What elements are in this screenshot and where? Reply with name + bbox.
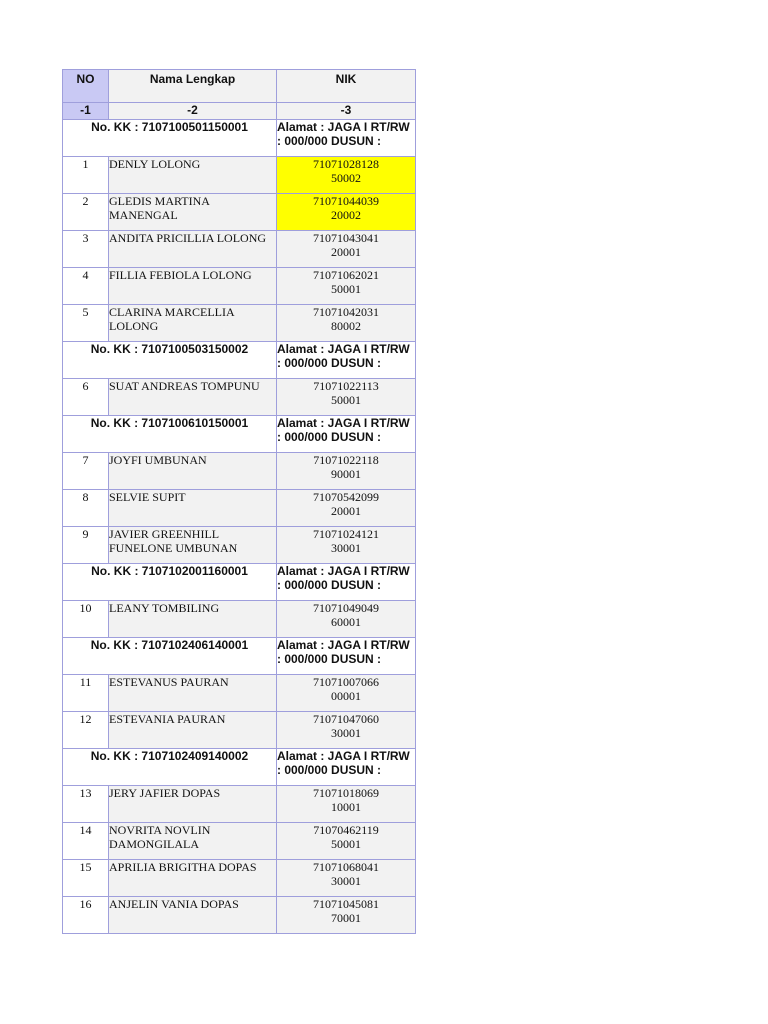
row-name: NOVRITA NOVLIN DAMONGILALA — [109, 823, 277, 860]
row-name: ESTEVANUS PAURAN — [109, 675, 277, 712]
nik-line-2: 30001 — [331, 541, 361, 555]
column-number-row — [63, 103, 416, 120]
kk-group-row — [63, 564, 416, 601]
row-nik — [277, 786, 416, 823]
nik-line-1: 71071049049 — [313, 601, 379, 615]
kk-number-text: No. KK : 7107102001160001 — [91, 564, 248, 578]
kk-address-text: Alamat : JAGA I RT/RW : 000/000 DUSUN : — [277, 638, 410, 666]
table-row — [63, 379, 416, 416]
nik-line-2: 50001 — [331, 393, 361, 407]
row-nik — [277, 675, 416, 712]
kk-address-text: Alamat : JAGA I RT/RW : 000/000 DUSUN : — [277, 120, 410, 148]
row-name: SELVIE SUPIT — [109, 490, 277, 527]
table-row — [63, 601, 416, 638]
nik-line-2: 20001 — [331, 504, 361, 518]
nik-line-1: 71071028128 — [313, 157, 379, 171]
kk-address — [277, 749, 416, 786]
nik-line-2: 00001 — [331, 689, 361, 703]
nik-line-1: 71071047060 — [313, 712, 379, 726]
kk-number — [63, 749, 277, 786]
row-number: 1 — [63, 157, 109, 194]
row-number: 2 — [63, 194, 109, 231]
row-nik — [277, 231, 416, 268]
table-row — [63, 453, 416, 490]
table-row — [63, 231, 416, 268]
kk-number-text: No. KK : 7107100503150002 — [90, 342, 249, 356]
row-name: CLARINA MARCELLIA LOLONG — [109, 305, 277, 342]
row-nik — [277, 601, 416, 638]
table-row — [63, 712, 416, 749]
nik-line-2: 50001 — [331, 837, 361, 851]
kk-number — [63, 564, 277, 601]
row-nik — [277, 712, 416, 749]
header-row — [63, 70, 416, 103]
row-number: 15 — [63, 860, 109, 897]
nik-line-2: 30001 — [331, 874, 361, 888]
nik-line-1: 71071024121 — [313, 527, 379, 541]
nik-line-2: 70001 — [331, 911, 361, 925]
kk-number — [63, 638, 277, 675]
row-nik — [277, 305, 416, 342]
nik-line-1: 71070462119 — [313, 823, 379, 837]
nik-line-2: 10001 — [331, 800, 361, 814]
row-nik — [277, 268, 416, 305]
nik-line-1: 71071042031 — [313, 305, 379, 319]
nik-line-2: 80002 — [331, 319, 361, 333]
kk-group-row — [63, 120, 416, 157]
row-nik — [277, 379, 416, 416]
resident-table-body — [63, 70, 416, 934]
nik-line-1: 71071045081 — [313, 897, 379, 911]
nik-line-2: 20001 — [331, 245, 361, 259]
kk-number — [63, 120, 277, 157]
column-number-nama: -2 — [109, 103, 277, 120]
kk-group-row — [63, 342, 416, 379]
nik-line-1: 71071044039 — [313, 194, 379, 208]
table-row — [63, 860, 416, 897]
nik-line-1: 71071043041 — [313, 231, 379, 245]
row-name: DENLY LOLONG — [109, 157, 277, 194]
row-number: 7 — [63, 453, 109, 490]
row-name: JERY JAFIER DOPAS — [109, 786, 277, 823]
table-row — [63, 897, 416, 934]
table-row — [63, 305, 416, 342]
row-number: 6 — [63, 379, 109, 416]
row-name: ESTEVANIA PAURAN — [109, 712, 277, 749]
row-name: APRILIA BRIGITHA DOPAS — [109, 860, 277, 897]
row-number: 4 — [63, 268, 109, 305]
kk-address-text: Alamat : JAGA I RT/RW : 000/000 DUSUN : — [277, 416, 410, 444]
table-row — [63, 194, 416, 231]
nik-line-1: 71071062021 — [313, 268, 379, 282]
row-number: 13 — [63, 786, 109, 823]
kk-group-row — [63, 638, 416, 675]
kk-number — [63, 416, 277, 453]
kk-address — [277, 638, 416, 675]
kk-address — [277, 416, 416, 453]
kk-number — [63, 342, 277, 379]
kk-number-text: No. KK : 7107100610150001 — [90, 416, 249, 430]
nik-line-2: 50002 — [331, 171, 361, 185]
row-name: ANDITA PRICILLIA LOLONG — [109, 231, 277, 268]
table-row — [63, 823, 416, 860]
header-no: NO — [63, 70, 109, 103]
kk-address-text: Alamat : JAGA I RT/RW : 000/000 DUSUN : — [277, 749, 410, 777]
nik-line-1: 71071022113 — [313, 379, 379, 393]
row-number: 14 — [63, 823, 109, 860]
nik-line-1: 71071022118 — [313, 453, 379, 467]
row-name: GLEDIS MARTINA MANENGAL — [109, 194, 277, 231]
nik-line-1: 71070542099 — [313, 490, 379, 504]
kk-number-text: No. KK : 7107100501150001 — [91, 120, 248, 134]
row-number: 12 — [63, 712, 109, 749]
nik-line-2: 30001 — [331, 726, 361, 740]
row-nik — [277, 453, 416, 490]
row-number: 16 — [63, 897, 109, 934]
table-row — [63, 675, 416, 712]
kk-address — [277, 564, 416, 601]
column-number-nik: -3 — [277, 103, 416, 120]
column-number-no: -1 — [63, 103, 109, 120]
row-name: SUAT ANDREAS TOMPUNU — [109, 379, 277, 416]
kk-group-row — [63, 749, 416, 786]
nik-line-2: 60001 — [331, 615, 361, 629]
kk-group-row — [63, 416, 416, 453]
table-row — [63, 527, 416, 564]
nik-line-2: 50001 — [331, 282, 361, 296]
row-nik — [277, 490, 416, 527]
kk-address-text: Alamat : JAGA I RT/RW : 000/000 DUSUN : — [277, 564, 410, 592]
table-row — [63, 490, 416, 527]
table-row — [63, 268, 416, 305]
row-name: ANJELIN VANIA DOPAS — [109, 897, 277, 934]
row-number: 11 — [63, 675, 109, 712]
row-name: JAVIER GREENHILL FUNELONE UMBUNAN — [109, 527, 277, 564]
row-name: LEANY TOMBILING — [109, 601, 277, 638]
row-nik — [277, 897, 416, 934]
kk-address — [277, 342, 416, 379]
table-row — [63, 157, 416, 194]
resident-table — [62, 69, 416, 934]
kk-address-text: Alamat : JAGA I RT/RW : 000/000 DUSUN : — [277, 342, 410, 370]
header-nama: Nama Lengkap — [109, 70, 277, 103]
row-number: 5 — [63, 305, 109, 342]
kk-number-text: No. KK : 7107102409140002 — [90, 749, 249, 763]
row-nik — [277, 860, 416, 897]
row-number: 3 — [63, 231, 109, 268]
nik-line-2: 90001 — [331, 467, 361, 481]
row-nik — [277, 157, 416, 194]
row-number: 10 — [63, 601, 109, 638]
nik-line-2: 20002 — [331, 208, 361, 222]
kk-address — [277, 120, 416, 157]
row-nik — [277, 194, 416, 231]
nik-line-1: 71071018069 — [313, 786, 379, 800]
header-nik: NIK — [277, 70, 416, 103]
row-name: JOYFI UMBUNAN — [109, 453, 277, 490]
table-row — [63, 786, 416, 823]
row-nik — [277, 527, 416, 564]
row-nik — [277, 823, 416, 860]
nik-line-1: 71071068041 — [313, 860, 379, 874]
row-number: 9 — [63, 527, 109, 564]
nik-line-1: 71071007066 — [313, 675, 379, 689]
row-number: 8 — [63, 490, 109, 527]
kk-number-text: No. KK : 7107102406140001 — [90, 638, 249, 652]
row-name: FILLIA FEBIOLA LOLONG — [109, 268, 277, 305]
